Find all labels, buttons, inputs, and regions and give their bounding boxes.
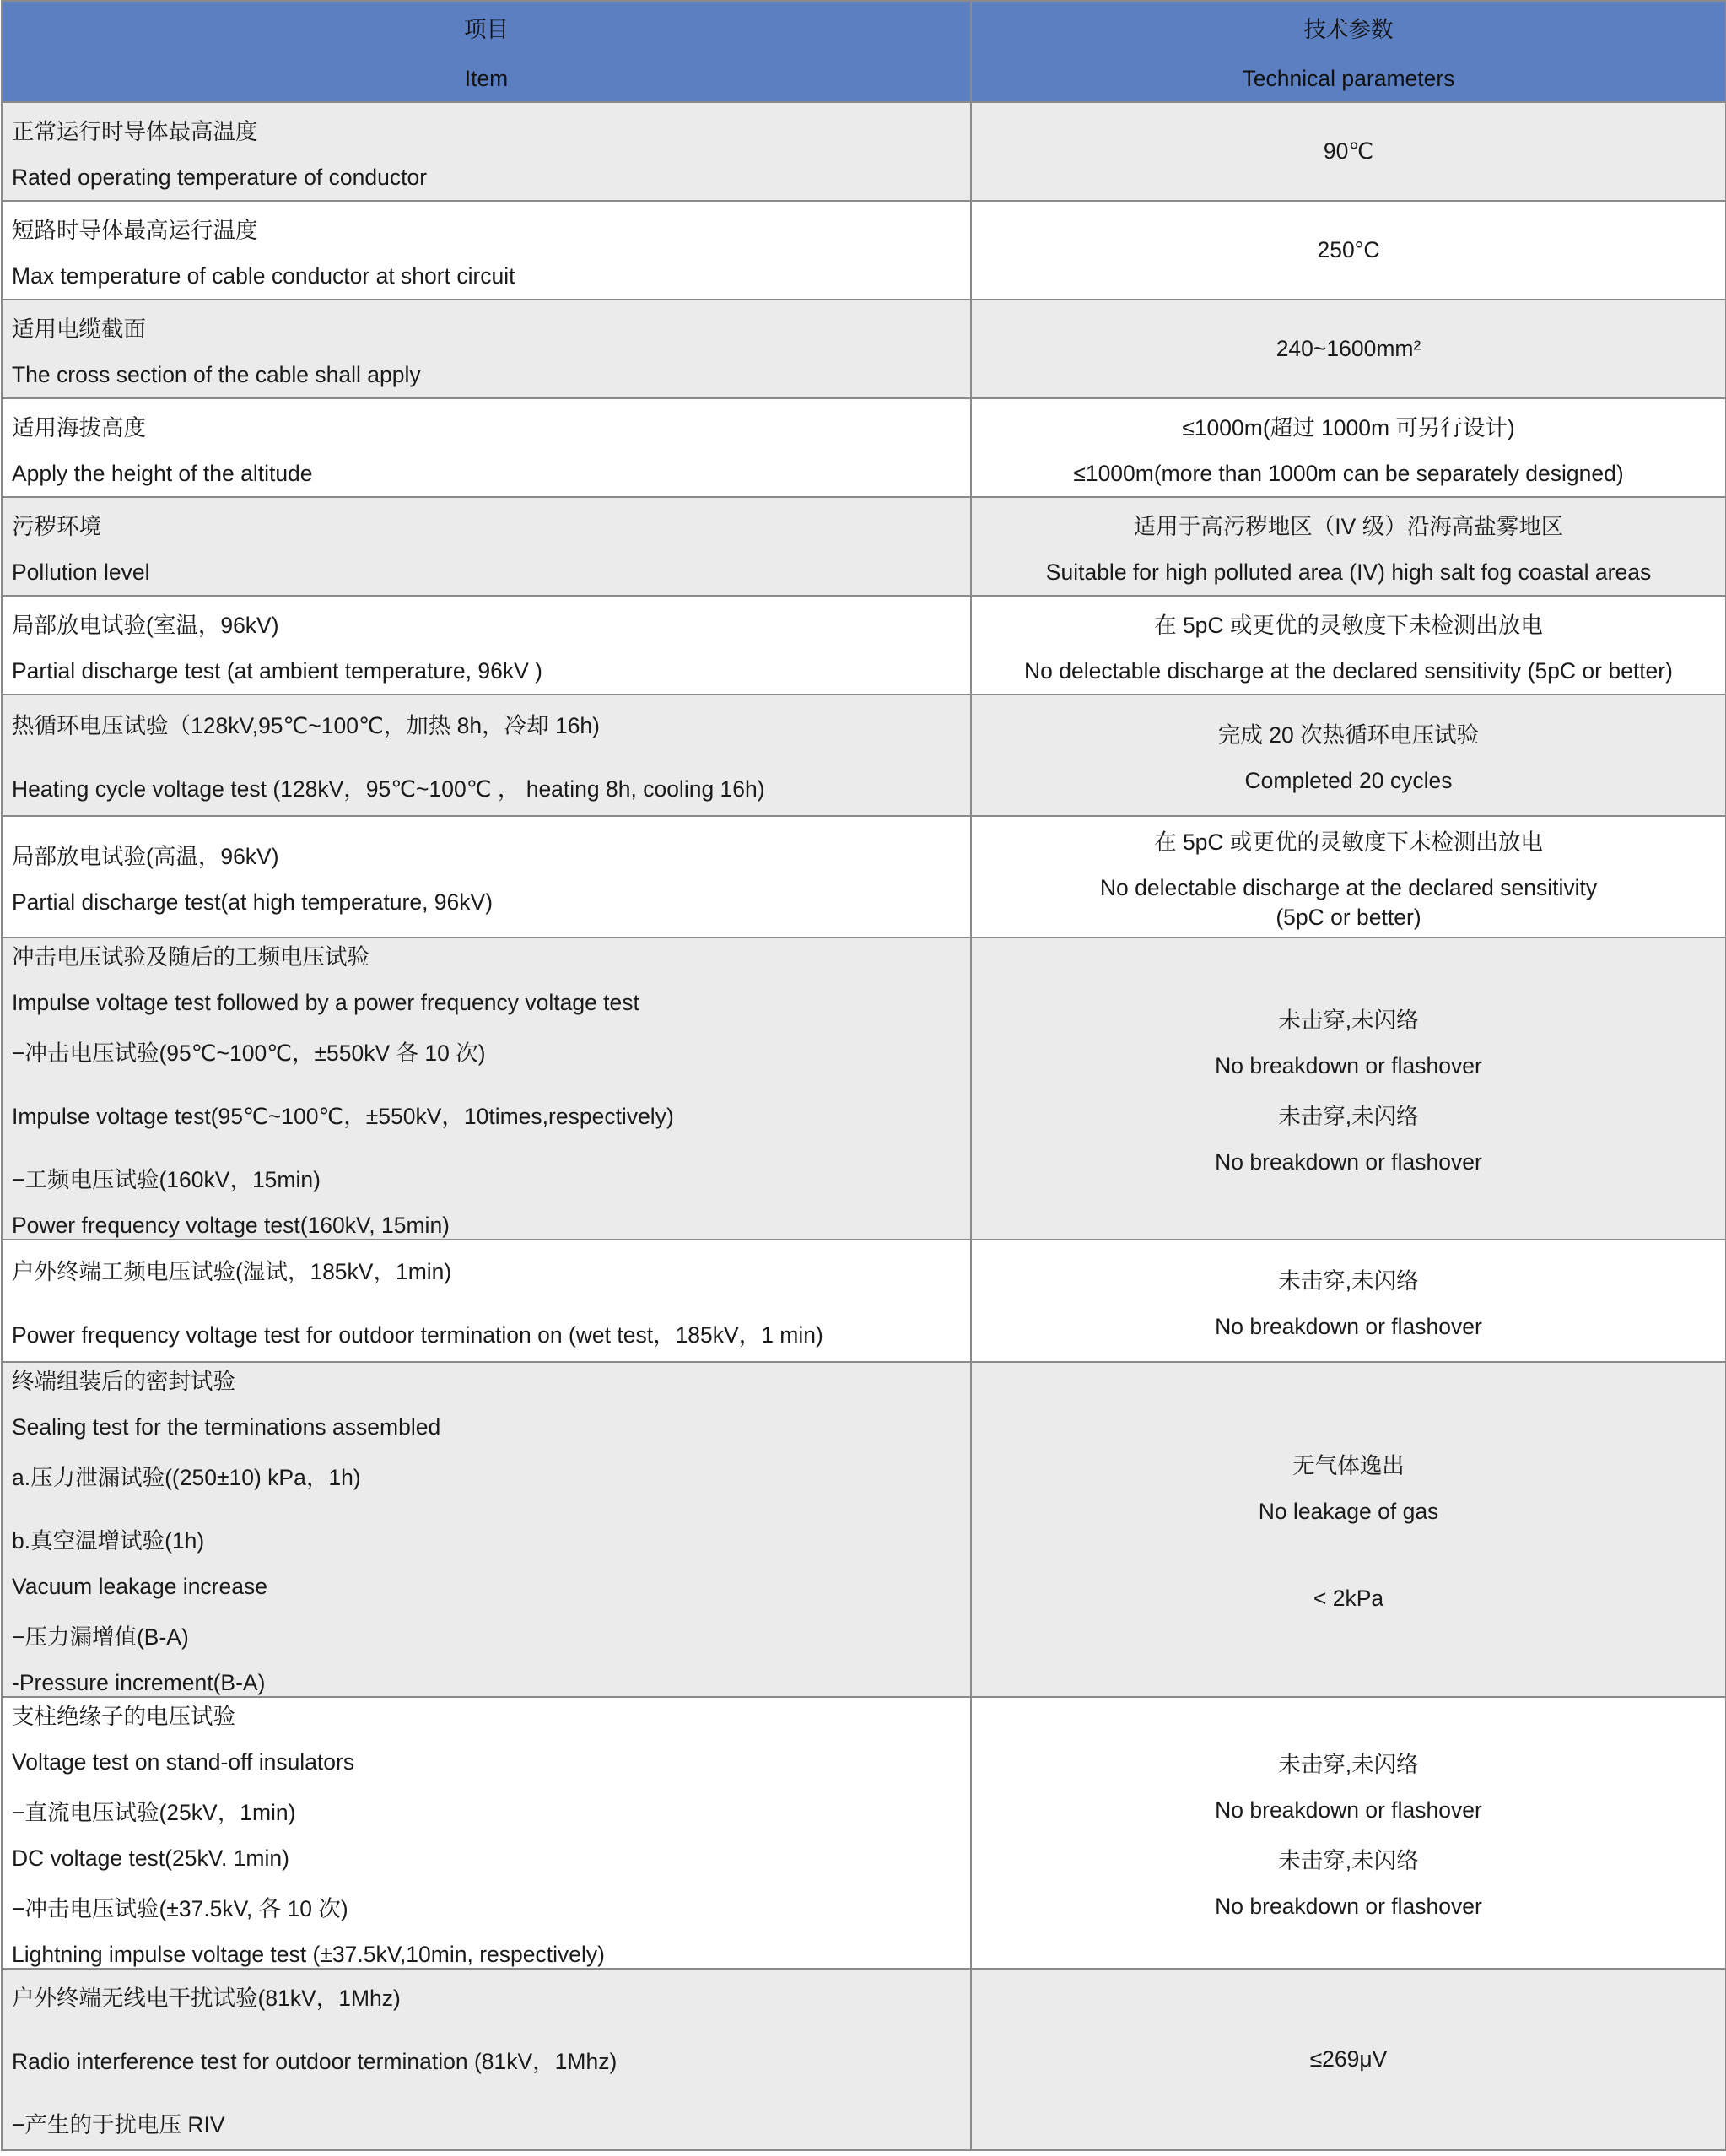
item-text: Power frequency voltage test for outdoor termination on (wet test，185kV，1 min) xyxy=(12,1321,823,1348)
table-row xyxy=(2,1969,1726,2150)
item-text: 适用电缆截面 xyxy=(12,316,146,342)
parameter-text: 在 5pC 或更优的灵敏度下未检测出放电 xyxy=(1154,612,1543,638)
parameter-text: No breakdown or flashover xyxy=(1215,1149,1482,1175)
table-row xyxy=(2,201,1726,300)
item-text: Partial discharge test (at ambient temperature, 96kV ) xyxy=(12,657,542,684)
table-row xyxy=(2,816,1726,938)
table-row xyxy=(2,102,1726,201)
item-header-en: Item xyxy=(464,66,509,91)
parameter-text: 240~1600mm² xyxy=(1276,336,1421,361)
parameter-cell xyxy=(971,596,1726,694)
parameter-cell xyxy=(971,938,1726,1240)
table-row xyxy=(2,1362,1726,1697)
parameter-cell xyxy=(971,694,1726,816)
item-text: Impulse voltage test followed by a power frequency voltage test xyxy=(12,990,639,1015)
parameter-cell xyxy=(971,1362,1726,1697)
parameter-column-header xyxy=(971,1,1726,102)
item-text: −冲击电压试验(95℃~100℃，±550kV 各 10 次) xyxy=(12,1040,486,1066)
item-text: Heating cycle voltage test (128kV，95℃~100℃ ， heating 8h, cooling 16h) xyxy=(12,776,765,802)
parameter-text: (5pC or better) xyxy=(1276,904,1421,930)
table-row xyxy=(2,938,1726,1240)
table-row xyxy=(2,1697,1726,1969)
item-text: The cross section of the cable shall apply xyxy=(12,361,421,387)
parameter-text: 250°C xyxy=(1317,237,1380,262)
item-text: 局部放电试验(室温，96kV) xyxy=(12,612,279,638)
item-text: DC voltage test(25kV. 1min) xyxy=(12,1845,289,1871)
item-cell xyxy=(2,1362,971,1697)
item-text: −直流电压试验(25kV，1min) xyxy=(12,1800,296,1825)
parameter-text: Suitable for high polluted area (IV) high salt fog coastal areas xyxy=(1045,559,1652,585)
item-text: -Pressure increment(B-A) xyxy=(12,1670,266,1695)
parameter-text: ≤1000m(more than 1000m can be separately designed) xyxy=(1073,460,1624,486)
parameter-cell xyxy=(971,497,1726,596)
parameter-text: No delectable discharge at the declared sensitivity (5pC or better) xyxy=(1024,657,1673,684)
item-text: Power frequency voltage test(160kV, 15min) xyxy=(12,1213,450,1238)
table-row xyxy=(2,300,1726,398)
item-cell xyxy=(2,201,971,300)
parameter-text: 未击穿,未闪络 xyxy=(1278,1752,1419,1777)
parameter-text: No breakdown or flashover xyxy=(1215,1894,1482,1919)
parameter-text: 未击穿,未闪络 xyxy=(1278,1267,1419,1294)
item-text: −工频电压试验(160kV，15min) xyxy=(12,1167,321,1192)
item-text: Vacuum leakage increase xyxy=(12,1574,267,1599)
item-cell xyxy=(2,300,971,398)
parameter-text: 适用于高污秽地区（IV 级）沿海高盐雾地区 xyxy=(1133,513,1564,539)
item-text: 正常运行时导体最高温度 xyxy=(12,118,258,144)
item-cell xyxy=(2,1240,971,1362)
parameter-cell xyxy=(971,816,1726,938)
item-text: Rated operating temperature of conductor xyxy=(12,164,428,190)
item-cell xyxy=(2,398,971,497)
item-cell xyxy=(2,694,971,816)
parameter-header-zh: 技术参数 xyxy=(1303,17,1394,42)
parameter-text: < 2kPa xyxy=(1313,1586,1384,1611)
item-text: Apply the height of the altitude xyxy=(12,460,313,486)
item-text: Impulse voltage test(95℃~100℃，±550kV，10times,respectively) xyxy=(12,1104,674,1129)
item-text: b.真空温增试验(1h) xyxy=(12,1528,205,1554)
parameter-cell xyxy=(971,1697,1726,1969)
table-row xyxy=(2,1240,1726,1362)
table-row xyxy=(2,596,1726,694)
item-text: −压力漏增值(B-A) xyxy=(12,1624,189,1650)
parameter-cell xyxy=(971,201,1726,300)
item-text: a.压力泄漏试验((250±10) kPa，1h) xyxy=(12,1465,361,1490)
parameter-cell xyxy=(971,300,1726,398)
parameter-cell xyxy=(971,1240,1726,1362)
item-text: Voltage test on stand-off insulators xyxy=(12,1749,355,1775)
technical-parameters-table xyxy=(1,0,1726,2151)
table-row xyxy=(2,497,1726,596)
parameter-cell xyxy=(971,398,1726,497)
parameter-header-en: Technical parameters xyxy=(1242,66,1455,91)
item-text: 冲击电压试验及随后的工频电压试验 xyxy=(12,944,369,970)
parameter-text: No breakdown or flashover xyxy=(1215,1313,1482,1339)
parameter-text: ≤269μV xyxy=(1309,2046,1388,2072)
parameter-text: No leakage of gas xyxy=(1258,1499,1439,1524)
item-text: 支柱绝缘子的电压试验 xyxy=(12,1704,235,1729)
item-text: 户外终端无线电干扰试验(81kV，1Mhz) xyxy=(12,1986,401,2011)
item-header-zh: 项目 xyxy=(464,17,509,42)
parameter-text: 90℃ xyxy=(1323,138,1374,164)
table-row xyxy=(2,694,1726,816)
parameter-text: 未击穿,未闪络 xyxy=(1278,1848,1419,1873)
parameter-text: 完成 20 次热循环电压试验 xyxy=(1217,722,1480,748)
parameter-cell xyxy=(971,1969,1726,2150)
item-text: 热循环电压试验（128kV,95℃~100℃，加热 8h，冷却 16h) xyxy=(12,713,600,738)
parameter-text: No breakdown or flashover xyxy=(1215,1797,1482,1823)
parameter-text: ≤1000m(超过 1000m 可另行设计) xyxy=(1182,414,1515,440)
item-text: 户外终端工频电压试验(湿试，185kV，1min) xyxy=(12,1258,452,1284)
item-cell xyxy=(2,1697,971,1969)
item-text: 短路时导体最高运行温度 xyxy=(12,217,258,243)
item-cell xyxy=(2,1969,971,2150)
item-cell xyxy=(2,596,971,694)
item-column-header xyxy=(2,1,971,102)
parameter-cell xyxy=(971,102,1726,201)
parameter-text: No breakdown or flashover xyxy=(1215,1053,1482,1078)
item-text: Pollution level xyxy=(12,559,150,585)
item-text: −冲击电压试验(±37.5kV, 各 10 次) xyxy=(12,1896,348,1921)
item-text: −产生的于扰电压 RIV xyxy=(12,2112,225,2137)
parameter-text: 在 5pC 或更优的灵敏度下未检测出放电 xyxy=(1154,829,1543,855)
table-row xyxy=(2,398,1726,497)
item-text: 局部放电试验(高温，96kV) xyxy=(12,844,279,869)
parameter-text: No delectable discharge at the declared sensitivity xyxy=(1099,874,1598,900)
item-cell xyxy=(2,102,971,201)
parameter-text: 未击穿,未闪络 xyxy=(1278,1008,1419,1033)
item-text: 终端组装后的密封试验 xyxy=(12,1369,235,1394)
item-text: 适用海拔高度 xyxy=(12,414,146,440)
table-header-row xyxy=(2,1,1726,102)
parameter-text: 未击穿,未闪络 xyxy=(1278,1104,1419,1129)
item-cell xyxy=(2,816,971,938)
item-text: Lightning impulse voltage test (±37.5kV,10min, respectively) xyxy=(12,1942,605,1967)
item-text: 污秽环境 xyxy=(12,513,101,539)
item-text: Partial discharge test(at high temperature, 96kV) xyxy=(12,889,494,915)
parameter-text: Completed 20 cycles xyxy=(1244,768,1453,793)
item-text: Max temperature of cable conductor at short circuit xyxy=(12,262,515,289)
item-cell xyxy=(2,497,971,596)
item-text: Radio interference test for outdoor termination (81kV，1Mhz) xyxy=(12,2049,618,2074)
item-cell xyxy=(2,938,971,1240)
parameter-text: 无气体逸出 xyxy=(1292,1453,1405,1478)
item-text: Sealing test for the terminations assembled xyxy=(12,1414,441,1440)
